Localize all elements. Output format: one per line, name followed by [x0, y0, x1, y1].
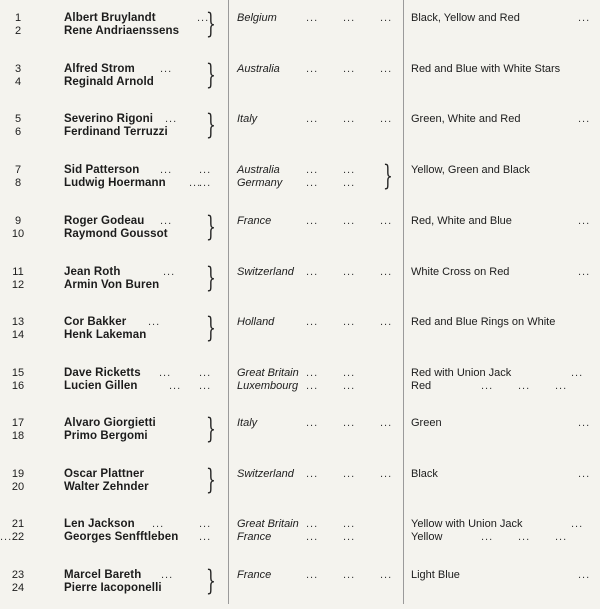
rider-name: Marcel Bareth [64, 569, 142, 581]
dot-leader: ... [306, 164, 319, 176]
rider-name: Pierre Iacoponelli [64, 582, 162, 594]
dot-leader: ... [306, 177, 319, 189]
brace-glyph: } [206, 261, 216, 294]
brace-glyph: } [206, 210, 216, 243]
rider-name: Jean Roth [64, 266, 121, 278]
rider-number: 17 [11, 417, 25, 429]
rider-name: Primo Bergomi [64, 430, 148, 442]
dot-leader: ... [189, 177, 202, 189]
rider-number: 15 [11, 367, 25, 379]
rider-number: 1 [14, 12, 22, 24]
country-name: Australia [237, 164, 280, 176]
dot-leader: ... [518, 531, 531, 543]
rider-pair-entry [0, 518, 600, 558]
dot-leader: ... [161, 569, 174, 581]
brace-glyph: } [206, 7, 216, 40]
rider-pair-entry [0, 159, 600, 204]
rider-name: Oscar Plattner [64, 468, 145, 480]
rider-name: Alvaro Giorgietti [64, 417, 156, 429]
colour-description: Yellow, Green and Black [411, 164, 530, 176]
dot-leader: ... [306, 316, 319, 328]
rider-pair-entry [0, 564, 600, 609]
dot-leader: ... [555, 531, 568, 543]
dot-leader: ... [199, 380, 212, 392]
rider-name: Ferdinand Terruzzi [64, 126, 168, 138]
brace-glyph: } [206, 463, 216, 496]
dot-leader: ... [380, 63, 393, 75]
rider-pair-entry [0, 412, 600, 457]
rider-name: Rene Andriaenssens [64, 25, 180, 37]
rider-number: 9 [14, 215, 22, 227]
rider-number: 4 [14, 76, 22, 88]
dot-leader: ... [343, 417, 356, 429]
country-name: Italy [237, 113, 258, 125]
dot-leader: ... [578, 417, 591, 429]
dot-leader: ... [160, 215, 173, 227]
dot-leader: ... [306, 12, 319, 24]
dot-leader: ... [380, 569, 393, 581]
dot-leader: ... [380, 468, 393, 480]
dot-leader: ... [199, 367, 212, 379]
dot-leader: ... [343, 316, 356, 328]
rider-name: Roger Godeau [64, 215, 145, 227]
dot-leader: ... [163, 266, 176, 278]
dot-leader: ... [343, 367, 356, 379]
dot-leader: ... [578, 12, 591, 24]
rider-name: Walter Zehnder [64, 481, 149, 493]
rider-name: Ludwig Hoermann [64, 177, 166, 189]
rider-number: 23 [11, 569, 25, 581]
dot-leader: ... [380, 113, 393, 125]
dot-leader: ... [380, 12, 393, 24]
dot-leader: ... [306, 468, 319, 480]
country-name: Germany [237, 177, 283, 189]
rider-pair-entry [0, 367, 600, 407]
rider-pair-entry [0, 210, 600, 255]
dot-leader: ... [199, 177, 212, 189]
dot-leader: ... [199, 531, 212, 543]
dot-leader: ... [578, 468, 591, 480]
country-name: Great Britain [237, 518, 299, 530]
dot-leader: ... [343, 164, 356, 176]
colour-description: Red and Blue with White Stars [411, 63, 561, 75]
dot-leader: ... [343, 518, 356, 530]
colour-description: Red with Union Jack [411, 367, 512, 379]
dot-leader: ... [306, 569, 319, 581]
rider-name: Alfred Strom [64, 63, 135, 75]
dot-leader: ... [199, 518, 212, 530]
dot-leader: ... [148, 316, 161, 328]
dot-leader: ... [306, 531, 319, 543]
dot-leader: ... [343, 266, 356, 278]
dot-leader: ... [343, 215, 356, 227]
dot-leader: ... [481, 380, 494, 392]
dot-leader: ... [578, 215, 591, 227]
brace-glyph: } [383, 159, 393, 192]
dot-leader: ... [571, 367, 584, 379]
dot-leader: ... [306, 113, 319, 125]
brace-glyph: } [206, 412, 216, 445]
dot-leader: ... [343, 569, 356, 581]
rider-name: Lucien Gillen [64, 380, 138, 392]
colour-description: Black, Yellow and Red [411, 12, 520, 24]
dot-leader: ... [343, 113, 356, 125]
rider-number: 3 [14, 63, 22, 75]
rider-name: Henk Lakeman [64, 329, 147, 341]
dot-leader: ... [380, 417, 393, 429]
rider-name: Raymond Goussot [64, 228, 168, 240]
dot-leader: ... [380, 316, 393, 328]
country-name: Luxembourg [237, 380, 299, 392]
dot-leader: ... [160, 63, 173, 75]
country-name: Australia [237, 63, 280, 75]
rider-number: 22 [11, 531, 25, 543]
rider-name: Armin Von Buren [64, 279, 160, 291]
colour-description: Light Blue [411, 569, 460, 581]
rider-number: 12 [11, 279, 25, 291]
dot-leader: ... [306, 380, 319, 392]
rider-number: 8 [14, 177, 22, 189]
rider-number: 18 [11, 430, 25, 442]
dot-leader: ... [343, 12, 356, 24]
rider-pair-entry [0, 7, 600, 52]
country-name: France [237, 215, 272, 227]
country-name: Great Britain [237, 367, 299, 379]
rider-number: 14 [11, 329, 25, 341]
dot-leader: ... [159, 367, 172, 379]
dot-leader: ... [152, 518, 165, 530]
rider-pair-entry [0, 311, 600, 356]
colour-description: Green, White and Red [411, 113, 521, 125]
brace-glyph: } [206, 311, 216, 344]
dot-leader: ... [555, 380, 568, 392]
country-name: Holland [237, 316, 275, 328]
rider-name: Dave Ricketts [64, 367, 141, 379]
rider-number: 6 [14, 126, 22, 138]
dot-leader: ... [306, 367, 319, 379]
rider-pair-entry [0, 463, 600, 508]
colour-description: Red and Blue Rings on White [411, 316, 556, 328]
dot-leader: ... [343, 63, 356, 75]
rider-number: 2 [14, 25, 22, 37]
brace-glyph: } [206, 108, 216, 141]
rider-name: Len Jackson [64, 518, 135, 530]
country-name: Switzerland [237, 468, 294, 480]
rider-number: 19 [11, 468, 25, 480]
country-name: France [237, 531, 272, 543]
rider-number: 13 [11, 316, 25, 328]
dot-leader: ... [306, 518, 319, 530]
rider-number: 20 [11, 481, 25, 493]
rider-name: Cor Bakker [64, 316, 127, 328]
colour-description: Red, White and Blue [411, 215, 512, 227]
country-name: France [237, 569, 272, 581]
brace-glyph: } [206, 564, 216, 597]
country-name: Italy [237, 417, 258, 429]
dot-leader: ... [518, 380, 531, 392]
dot-leader: ... [197, 12, 210, 24]
colour-description: Yellow [411, 531, 443, 543]
dot-leader: ... [165, 113, 178, 125]
dot-leader: ... [380, 215, 393, 227]
dot-leader: ... [169, 380, 182, 392]
dot-leader: ... [578, 569, 591, 581]
dot-leader: ... [571, 518, 584, 530]
rider-name: Reginald Arnold [64, 76, 154, 88]
rider-number: 7 [14, 164, 22, 176]
rider-name: Georges Senfftleben [64, 531, 179, 543]
rider-pair-entry [0, 108, 600, 153]
colour-description: Green [411, 417, 442, 429]
dot-leader: ... [380, 266, 393, 278]
dot-leader: ... [578, 266, 591, 278]
rider-number: 11 [12, 266, 24, 278]
dot-leader: ... [306, 417, 319, 429]
dot-leader: ... [343, 177, 356, 189]
rider-number: 16 [11, 380, 25, 392]
dot-leader: ... [481, 531, 494, 543]
dot-leader: ... [160, 164, 173, 176]
dot-leader: ... [306, 215, 319, 227]
dot-leader: ... [0, 531, 13, 543]
brace-glyph: } [206, 58, 216, 91]
colour-description: Black [411, 468, 438, 480]
rider-name: Sid Patterson [64, 164, 140, 176]
colour-description: Red [411, 380, 432, 392]
rider-name: Severino Rigoni [64, 113, 154, 125]
rider-pair-entry [0, 261, 600, 306]
dot-leader: ... [306, 63, 319, 75]
rider-name: Albert Bruylandt [64, 12, 156, 24]
rider-pair-entry [0, 58, 600, 103]
rider-number: 21 [11, 518, 25, 530]
dot-leader: ... [343, 468, 356, 480]
rider-number: 5 [14, 113, 22, 125]
dot-leader: ... [343, 531, 356, 543]
dot-leader: ... [306, 266, 319, 278]
country-name: Belgium [237, 12, 277, 24]
rider-number: 24 [11, 582, 25, 594]
dot-leader: ... [578, 113, 591, 125]
dot-leader: ... [343, 380, 356, 392]
colour-description: White Cross on Red [411, 266, 510, 278]
dot-leader: ... [199, 164, 212, 176]
country-name: Switzerland [237, 266, 294, 278]
colour-description: Yellow with Union Jack [411, 518, 523, 530]
rider-number: 10 [11, 228, 25, 240]
